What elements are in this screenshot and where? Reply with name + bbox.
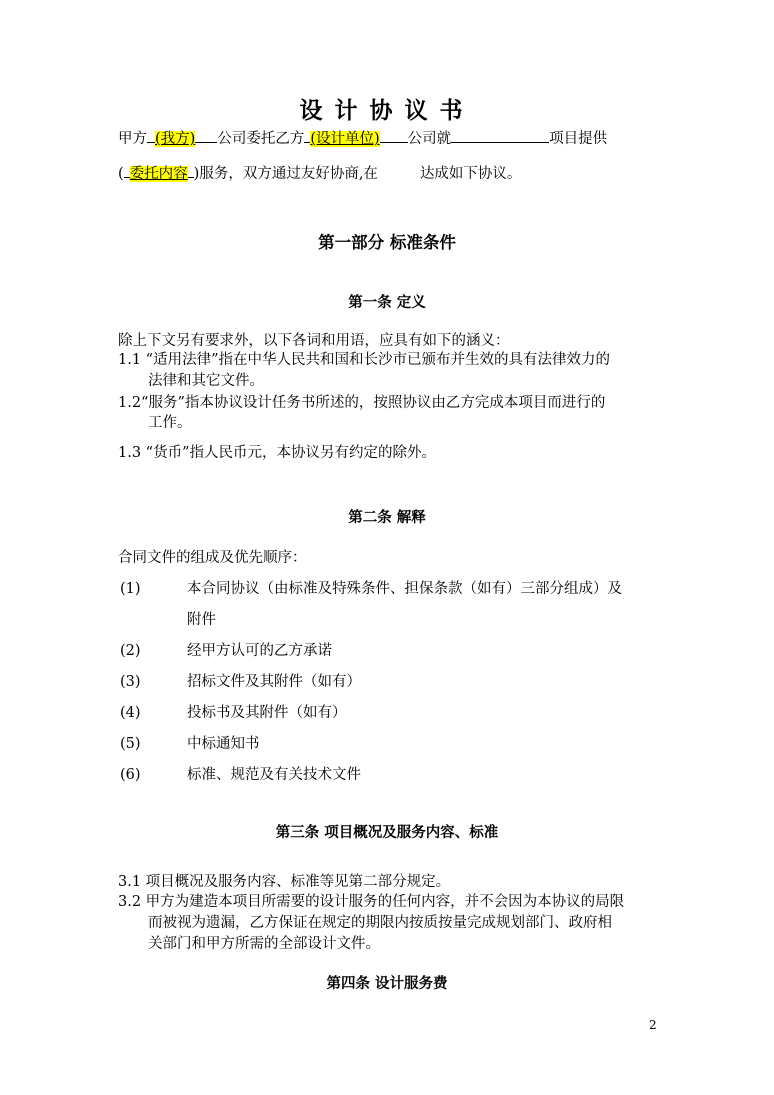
- list-item-number: (5): [120, 736, 141, 752]
- article-4-heading: 第四条 设计服务费: [326, 976, 448, 992]
- page-number: 2: [649, 1018, 657, 1032]
- list-item-text: 投标书及其附件（如有）: [187, 705, 347, 721]
- entrust-field: 委托内容: [129, 166, 188, 182]
- list-item-cont: 附件: [187, 612, 216, 628]
- intro-project-text: 项目提供: [549, 131, 608, 147]
- list-item-text: 经甲方认可的乙方承诺: [187, 643, 332, 659]
- clause-1-3: 1.3 “货币”指人民币元，本协议另有约定的除外。: [118, 445, 436, 461]
- clause-1-2-cont: 工作。: [148, 415, 192, 431]
- blank-underline: [195, 127, 217, 143]
- list-item-number: (3): [120, 674, 141, 690]
- article-3-heading: 第三条 项目概况及服务内容、标准: [275, 825, 499, 841]
- intro-line-2: [118, 162, 521, 184]
- clause-1-1-cont: 法律和其它文件。: [148, 373, 264, 389]
- list-item-text: 本合同协议（由标准及特殊条件、担保条款（如有）三部分组成）及: [187, 581, 622, 597]
- article-2-intro: 合同文件的组成及优先顺序：: [118, 550, 307, 566]
- clause-1-2: 1.2“服务”指本协议设计任务书所述的，按照协议由乙方完成本项目而进行的: [118, 395, 606, 411]
- article-1-heading: 第一条 定义: [348, 295, 426, 311]
- clause-3-1: 3.1 项目概况及服务内容、标准等见第二部分规定。: [118, 874, 451, 890]
- party-b-field: (设计单位): [310, 131, 380, 147]
- list-item-text: 招标文件及其附件（如有）: [187, 674, 361, 690]
- list-item-text: 中标通知书: [187, 736, 260, 752]
- list-item-number: (4): [120, 705, 141, 721]
- party-a-field: (我方): [155, 131, 196, 147]
- party-a-label: 甲方: [118, 131, 147, 147]
- clause-1-1: 1.1 “适用法律”指在中华人民共和国和长沙市已颁布并生效的具有法律效力的: [118, 352, 610, 368]
- clause-3-2-cont: 关部门和甲方所需的全部设计文件。: [148, 936, 380, 952]
- project-blank: [451, 127, 549, 143]
- document-title: 设计协议书: [299, 97, 475, 124]
- intro-middle-text: 公司委托乙方: [217, 131, 305, 147]
- blank-underline: [124, 162, 130, 178]
- list-item-text: 标准、规范及有关技术文件: [187, 767, 361, 783]
- article-1-intro: 除上下文另有要求外，以下各词和用语，应具有如下的涵义：: [118, 333, 510, 349]
- article-2-heading: 第二条 解释: [348, 510, 426, 526]
- intro-after-b-text: 公司就: [407, 131, 452, 147]
- list-item-number: (2): [120, 643, 141, 659]
- intro-agreement-text: 达成如下协议。: [419, 166, 522, 182]
- intro-line-1: [118, 127, 607, 149]
- blank-underline: [380, 127, 408, 143]
- clause-3-2-cont: 而被视为遗漏，乙方保证在规定的期限内按质按量完成规划部门、政府相: [148, 915, 612, 931]
- open-paren: (: [118, 166, 124, 182]
- blank-underline: [147, 127, 155, 143]
- clause-3-2: 3.2 甲方为建造本项目所需要的设计服务的任何内容，并不会因为本协议的局限: [118, 894, 625, 910]
- intro-service-text: )服务，双方通过友好协商,在: [193, 166, 378, 182]
- part-one-heading: 第一部分 标准条件: [318, 233, 456, 252]
- list-item-number: (1): [120, 581, 141, 597]
- list-item-number: (6): [120, 767, 141, 783]
